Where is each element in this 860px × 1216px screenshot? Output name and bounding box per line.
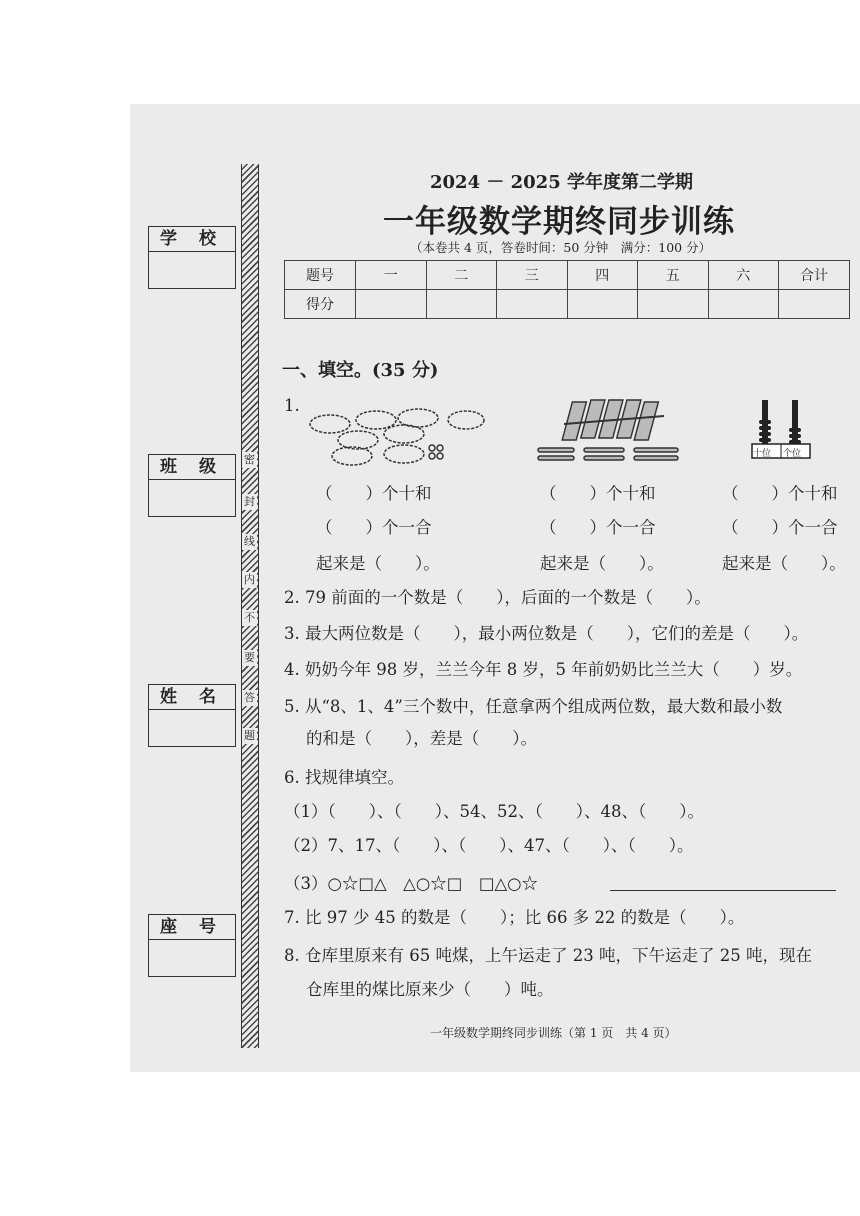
- table-cell: 二: [426, 261, 497, 290]
- school-box[interactable]: [148, 226, 236, 289]
- table-row: [285, 290, 850, 319]
- name-box[interactable]: [148, 684, 236, 747]
- q1c-line3: 起来是（ ）。: [722, 554, 846, 573]
- school-label: 学 校: [149, 227, 235, 252]
- score-cell[interactable]: [497, 290, 568, 319]
- exam-info: （本卷共 4 页，答卷时间：50 分钟 满分：100 分）: [410, 240, 712, 255]
- question-4: 4. 奶奶今年 98 岁，兰兰今年 8 岁，5 年前奶奶比兰兰大（ ）岁。: [284, 660, 803, 679]
- question-3: 3. 最大两位数是（ ），最小两位数是（ ），它们的差是（ ）。: [284, 624, 809, 643]
- table-cell: 得分: [285, 290, 356, 319]
- seal-char: 要: [244, 651, 255, 664]
- question-6: 6. 找规律填空。: [284, 768, 404, 787]
- binding-strip: [241, 164, 259, 1048]
- stick-bundles-picture: [534, 396, 694, 468]
- class-label: 班 级: [149, 455, 235, 480]
- score-cell[interactable]: [567, 290, 638, 319]
- question-6-1: （1）（ ）、（ ）、54、52、（ ）、48、（ ）。: [284, 802, 704, 821]
- section-title: 一、填空。(35 分): [282, 360, 439, 381]
- table-cell: 六: [708, 261, 779, 290]
- table-cell: 合计: [779, 261, 850, 290]
- table-cell: 五: [638, 261, 709, 290]
- name-field[interactable]: [149, 710, 235, 746]
- q1b-line3: 起来是（ ）。: [540, 554, 664, 573]
- table-cell: 一: [356, 261, 427, 290]
- question-8-cont: 仓库里的煤比原来少（ ）吨。: [306, 980, 554, 999]
- question-number: 1.: [284, 396, 300, 415]
- table-row: [285, 261, 850, 290]
- q1b-line2: （ ）个一合: [540, 518, 656, 537]
- page-footer: 一年级数学期终同步训练（第 1 页 共 4 页）: [430, 1026, 677, 1040]
- question-5: 5. 从“8、1、4”三个数中，任意拿两个组成两位数，最大数和最小数: [284, 697, 783, 716]
- seat-label: 座 号: [149, 915, 235, 940]
- exam-title: 一年级数学期终同步训练: [383, 204, 735, 240]
- score-table: [284, 260, 850, 319]
- bead-rings-picture: [306, 404, 506, 468]
- score-cell[interactable]: [638, 290, 709, 319]
- q1c-line2: （ ）个一合: [722, 518, 838, 537]
- score-cell[interactable]: [356, 290, 427, 319]
- score-cell[interactable]: [426, 290, 497, 319]
- seal-char: 封: [244, 495, 255, 508]
- table-cell: 三: [497, 261, 568, 290]
- school-field[interactable]: [149, 252, 235, 288]
- answer-line[interactable]: [610, 890, 836, 891]
- score-cell[interactable]: [779, 290, 850, 319]
- seal-char: 密: [244, 453, 255, 466]
- q1a-line2: （ ）个一合: [316, 518, 432, 537]
- q1a-line1: （ ）个十和: [316, 484, 432, 503]
- seal-char: 内: [244, 573, 255, 586]
- question-6-2: （2）7、17、（ ）、（ ）、47、（ ）、（ ）。: [284, 836, 694, 855]
- class-field[interactable]: [149, 480, 235, 516]
- question-6-3: （3）○☆□△ △○☆□ □△○☆: [284, 874, 539, 893]
- question-8: 8. 仓库里原来有 65 吨煤，上午运走了 23 吨，下午运走了 25 吨，现在: [284, 946, 812, 965]
- seal-char: 题: [244, 729, 255, 742]
- abacus-label-tens: 十位: [753, 449, 772, 459]
- seal-char: 线: [244, 535, 255, 548]
- question-5-cont: 的和是（ ），差是（ ）。: [306, 729, 537, 748]
- q1a-line3: 起来是（ ）。: [316, 554, 440, 573]
- year-line: 2024 － 2025 学年度第二学期: [430, 172, 693, 193]
- question-7: 7. 比 97 少 45 的数是（ ）；比 66 多 22 的数是（ ）。: [284, 908, 745, 927]
- exam-page: [130, 104, 860, 1072]
- seat-box[interactable]: [148, 914, 236, 977]
- table-cell: 题号: [285, 261, 356, 290]
- table-cell: 四: [567, 261, 638, 290]
- score-cell[interactable]: [708, 290, 779, 319]
- seat-field[interactable]: [149, 940, 235, 976]
- class-box[interactable]: [148, 454, 236, 517]
- abacus-label-ones: 个位: [783, 449, 802, 459]
- name-label: 姓 名: [149, 685, 235, 710]
- question-2: 2. 79 前面的一个数是（ ），后面的一个数是（ ）。: [284, 588, 711, 607]
- seal-char: 不: [244, 611, 255, 624]
- q1b-line1: （ ）个十和: [540, 484, 656, 503]
- q1c-line1: （ ）个十和: [722, 484, 838, 503]
- seal-char: 答: [244, 691, 255, 704]
